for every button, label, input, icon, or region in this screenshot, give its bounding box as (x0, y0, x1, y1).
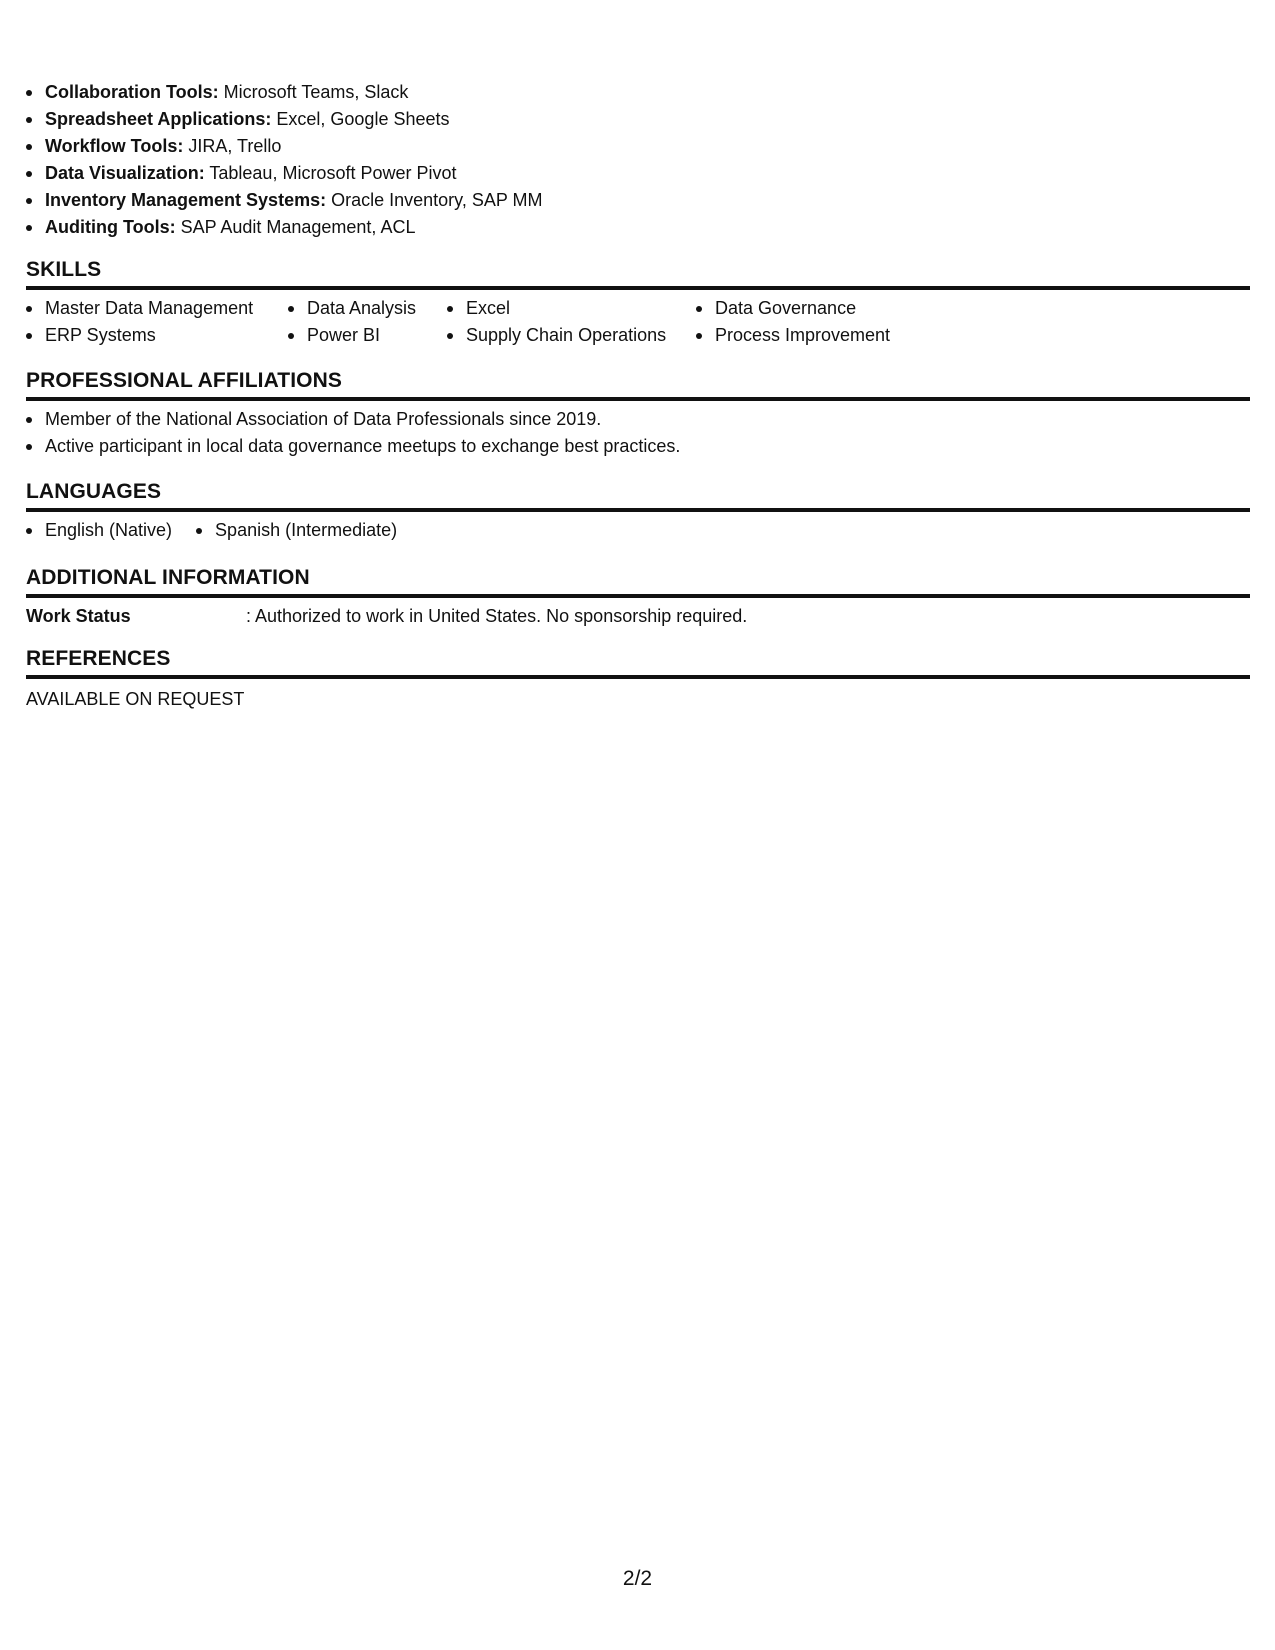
tool-label: Collaboration Tools: (45, 82, 219, 102)
skills-column (26, 295, 288, 349)
work-status-row (26, 603, 1250, 630)
tool-label: Data Visualization: (45, 163, 205, 183)
section-divider (26, 286, 1250, 290)
tool-label: Spreadsheet Applications: (45, 109, 272, 129)
additional-info-section (26, 565, 1250, 630)
skill-item: Data Analysis (288, 295, 447, 322)
affiliation-item: Active participant in local data governance meetups to exchange best practices. (26, 433, 1250, 460)
tool-value: Tableau, Microsoft Power Pivot (204, 163, 457, 183)
skills-column (447, 295, 696, 349)
tool-item (26, 187, 543, 214)
languages-list (26, 517, 1250, 544)
skills-grid (26, 295, 1250, 349)
tool-item (26, 106, 543, 133)
skill-item: ERP Systems (26, 322, 288, 349)
skill-item: Data Governance (696, 295, 956, 322)
tool-value: SAP Audit Management, ACL (175, 217, 416, 237)
affiliation-item: Member of the National Association of Data Professionals since 2019. (26, 406, 1250, 433)
skill-item: Power BI (288, 322, 447, 349)
skills-column (288, 295, 447, 349)
tool-label: Workflow Tools: (45, 136, 184, 156)
skill-item: Master Data Management (26, 295, 288, 322)
work-status-value: : Authorized to work in United States. No sponsorship required. (246, 606, 748, 626)
resume-page (26, 0, 1250, 1650)
section-title-languages: LANGUAGES (26, 480, 162, 503)
section-title-references: REFERENCES (26, 647, 171, 670)
tool-value: Excel, Google Sheets (271, 109, 450, 129)
language-item: Spanish (Intermediate) (196, 517, 397, 544)
section-divider (26, 675, 1250, 679)
tool-value: JIRA, Trello (183, 136, 282, 156)
section-divider (26, 397, 1250, 401)
tool-value: Microsoft Teams, Slack (218, 82, 409, 102)
skill-item: Supply Chain Operations (447, 322, 696, 349)
skills-section (26, 257, 1250, 349)
tool-item (26, 214, 543, 241)
tool-item (26, 133, 543, 160)
references-section (26, 646, 1250, 713)
affiliations-list (26, 406, 1250, 460)
languages-section (26, 479, 1250, 544)
skills-column (696, 295, 956, 349)
tool-item (26, 79, 543, 106)
tool-item (26, 160, 543, 187)
page-number: 2/2 (622, 1567, 653, 1590)
skill-item: Process Improvement (696, 322, 956, 349)
affiliations-section (26, 368, 1250, 460)
tool-label: Auditing Tools: (45, 217, 176, 237)
tool-label: Inventory Management Systems: (45, 190, 327, 210)
section-title-affiliations: PROFESSIONAL AFFILIATIONS (26, 369, 342, 392)
section-title-additional-info: ADDITIONAL INFORMATION (26, 566, 310, 589)
skill-item: Excel (447, 295, 696, 322)
section-title-skills: SKILLS (26, 258, 102, 281)
tool-value: Oracle Inventory, SAP MM (326, 190, 543, 210)
language-item: English (Native) (26, 517, 172, 544)
work-status-label: Work Status (26, 606, 131, 626)
tools-list (26, 79, 543, 241)
section-divider (26, 594, 1250, 598)
references-text: AVAILABLE ON REQUEST (26, 689, 245, 709)
section-divider (26, 508, 1250, 512)
